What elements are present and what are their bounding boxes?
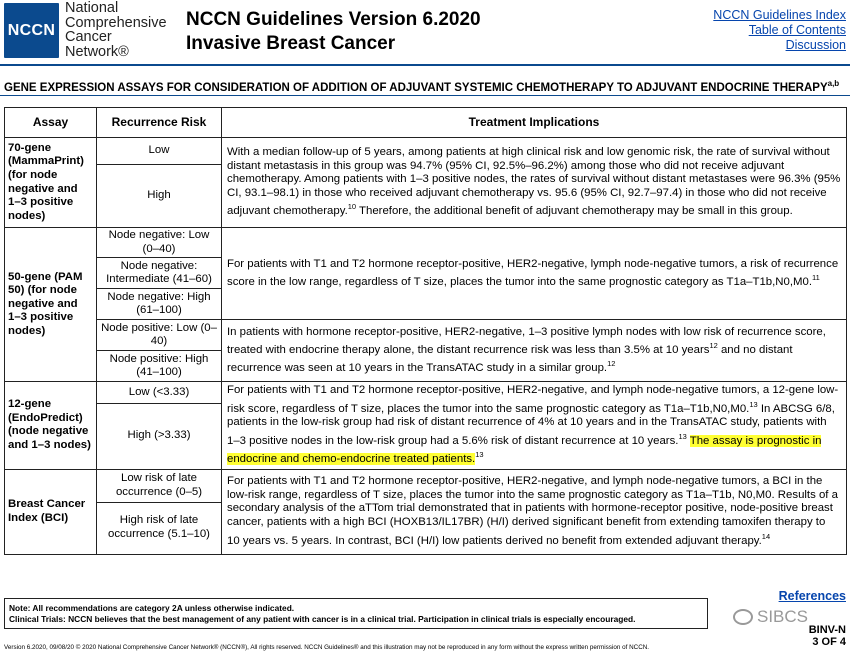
impl-text: In patients with hormone receptor-positive, HER2-negative, 1–3 positive lymph nodes with low risk of recurrence score, treated with endocrine therapy alone, the distant recurrence risk was less than 3.5% at 10 years (227, 325, 826, 356)
note-line: Note: All recommendations are category 2A unless otherwise indicated. (9, 603, 295, 613)
note-box (4, 598, 708, 629)
risk-cell: High (97, 165, 222, 228)
watermark-text: SIBCS (757, 607, 809, 626)
watermark (733, 607, 808, 627)
assay-mammaprint: 70-gene (MammaPrint) (for node negative and 1–3 positive nodes) (5, 138, 97, 228)
impl-text: In ABCSG 6/8, patients in the low-risk group had risk of distant recurrence of 4% at 10 years and in the TransATAC study, patients with 1–3 positive nodes in the low-risk group had a 5.6% risk of distant recurrence at 10 years. (227, 402, 835, 447)
footnote-ref: 10 (347, 202, 357, 212)
highlighted-text: The assay is prognostic in endocrine and chemo-endocrine treated patients. (227, 434, 822, 465)
table-header-row (5, 108, 847, 138)
org-line: Comprehensive (65, 14, 167, 31)
footer-copyright: Version 6.2020, 09/08/20 © 2020 National Comprehensive Cancer Network® (NCCN®), All rights reserved. NCCN Guidelines® and this illustration may not be reproduced in any form without the express written permission of NCCN. (4, 644, 650, 651)
wechat-icon (733, 609, 753, 625)
footnote-ref: 13 (749, 399, 758, 409)
section-heading (4, 79, 839, 94)
discussion-link[interactable]: Discussion (785, 38, 846, 52)
section-heading-footnote: a,b (827, 79, 840, 88)
page-id-line: 3 OF 4 (812, 636, 846, 648)
references-link[interactable]: References (778, 589, 846, 603)
nccn-logo (4, 3, 59, 58)
guidelines-index-link[interactable]: NCCN Guidelines Index (713, 8, 846, 22)
page-id (809, 624, 846, 648)
impl-mammaprint (222, 138, 847, 228)
impl-pam50-node-negative (222, 228, 847, 320)
page-title (186, 8, 481, 56)
table-row (5, 469, 847, 502)
section-heading-text: GENE EXPRESSION ASSAYS FOR CONSIDERATION OF ADDITION OF ADJUVANT SYSTEMIC CHEMOTHERAPY TO ADJUVANT ENDOCRINE THERAPY (4, 81, 828, 94)
risk-cell: High (>3.33) (97, 403, 222, 469)
org-line: National (65, 0, 119, 16)
impl-endopredict (222, 382, 847, 469)
footnote-ref: 12 (607, 359, 616, 369)
table-of-contents-link[interactable]: Table of Contents (748, 23, 846, 37)
risk-cell: Node positive: Low (0–40) (97, 320, 222, 351)
footnote-ref: 13 (678, 431, 687, 441)
table-row (5, 320, 847, 351)
impl-text: For patients with T1 and T2 hormone receptor-positive, HER2-negative, lymph node-negative tumors, a risk of recurrence score in the low range, regardless of T size, places the tumor into the same prognostic category as T1a–T1b,N0,M0. (227, 257, 839, 288)
risk-cell: Node negative: Intermediate (41–60) (97, 258, 222, 289)
impl-text: For patients with T1 and T2 hormone receptor-positive, HER2-negative, and lymph node-negative tumors, a BCI in the low-risk range, regardless of T size, places the tumor into the same prognostic category as T1a–T1b, N0,M0. Results of a secondary analysis of the aTTom trial demonstrated that in patients with hormone-receptor positive, node-positive breast cancer, patients with a high BCI (HOXB13/IL17BR) (H/I) derived significant benefit from extending tamoxifen therapy to 10 years vs. 5 years. In contrast, BCI (H/I) low patients derived no benefit from extended adjuvant therapy. (227, 475, 838, 547)
risk-cell: Low (<3.33) (97, 382, 222, 404)
risk-cell: Node negative: High (61–100) (97, 289, 222, 320)
title-line-2: Invasive Breast Cancer (186, 33, 396, 54)
org-name (65, 1, 185, 59)
footnote-ref: 12 (709, 341, 718, 351)
col-header-risk: Recurrence Risk (97, 108, 222, 138)
nav-links (713, 8, 846, 53)
logo-text: NCCN (7, 21, 56, 39)
impl-text: For patients with T1 and T2 hormone receptor-positive, HER2-negative, and lymph node-negative tumors, a 12-gene low-risk score, regardless of T size, places the tumor into the same prognostic category as T1a–T1b,N0,M0. (227, 384, 839, 415)
title-line-1: NCCN Guidelines Version 6.2020 (186, 9, 481, 30)
footnote-ref: 13 (475, 450, 484, 460)
impl-bci (222, 469, 847, 554)
risk-cell: Low (97, 138, 222, 165)
assay-bci: Breast Cancer Index (BCI) (5, 469, 97, 554)
org-line: Cancer (65, 29, 112, 46)
impl-pam50-node-positive (222, 320, 847, 382)
assay-endopredict: 12-gene (EndoPredict) (node negative and 1–3 nodes) (5, 382, 97, 469)
risk-cell: High risk of late occurrence (5.1–10) (97, 502, 222, 554)
assay-table (4, 107, 847, 555)
footnote-ref: 14 (761, 531, 771, 541)
risk-cell: Node negative: Low (0–40) (97, 228, 222, 258)
table-row (5, 228, 847, 258)
assay-pam50: 50-gene (PAM 50) (for node negative and 1–3 positive nodes) (5, 228, 97, 382)
impl-text: Therefore, the additional benefit of adjuvant chemotherapy may be small in this group. (356, 205, 793, 218)
section-divider (0, 95, 850, 96)
footnote-ref: 11 (812, 273, 820, 283)
header-divider (0, 64, 850, 66)
risk-cell: Node positive: High (41–100) (97, 351, 222, 382)
risk-cell: Low risk of late occurrence (0–5) (97, 469, 222, 502)
table-row (5, 138, 847, 165)
note-line: Clinical Trials: NCCN believes that the best management of any patient with cancer is in a clinical trial. Participation in clinical trials is especially encouraged. (9, 614, 636, 624)
org-line: Network® (65, 43, 129, 60)
impl-text: With a median follow-up of 5 years, among patients at high clinical risk and low genomic risk, the rate of survival without distant metastasis in this group was 94.7% (95% CI, 92.5%–96.2%) among those who did not receive adjuvant chemotherapy. Among patients with 1–3 positive nodes, the rates of survival without distant metastases were 96.3% (95% CI, 93.1–98.1) in those who received adjuvant chemotherapy vs. 95.6 (95% CI, 92.7–97.4) in those who did not receive adjuvant chemotherapy. (227, 146, 841, 218)
col-header-assay: Assay (5, 108, 97, 138)
table-row (5, 382, 847, 404)
impl-text: and no distant recurrence was seen at 10 years in the TransATAC study in a similar group. (227, 343, 793, 375)
page-id-line: BINV-N (808, 624, 846, 636)
col-header-impl: Treatment Implications (222, 108, 847, 138)
